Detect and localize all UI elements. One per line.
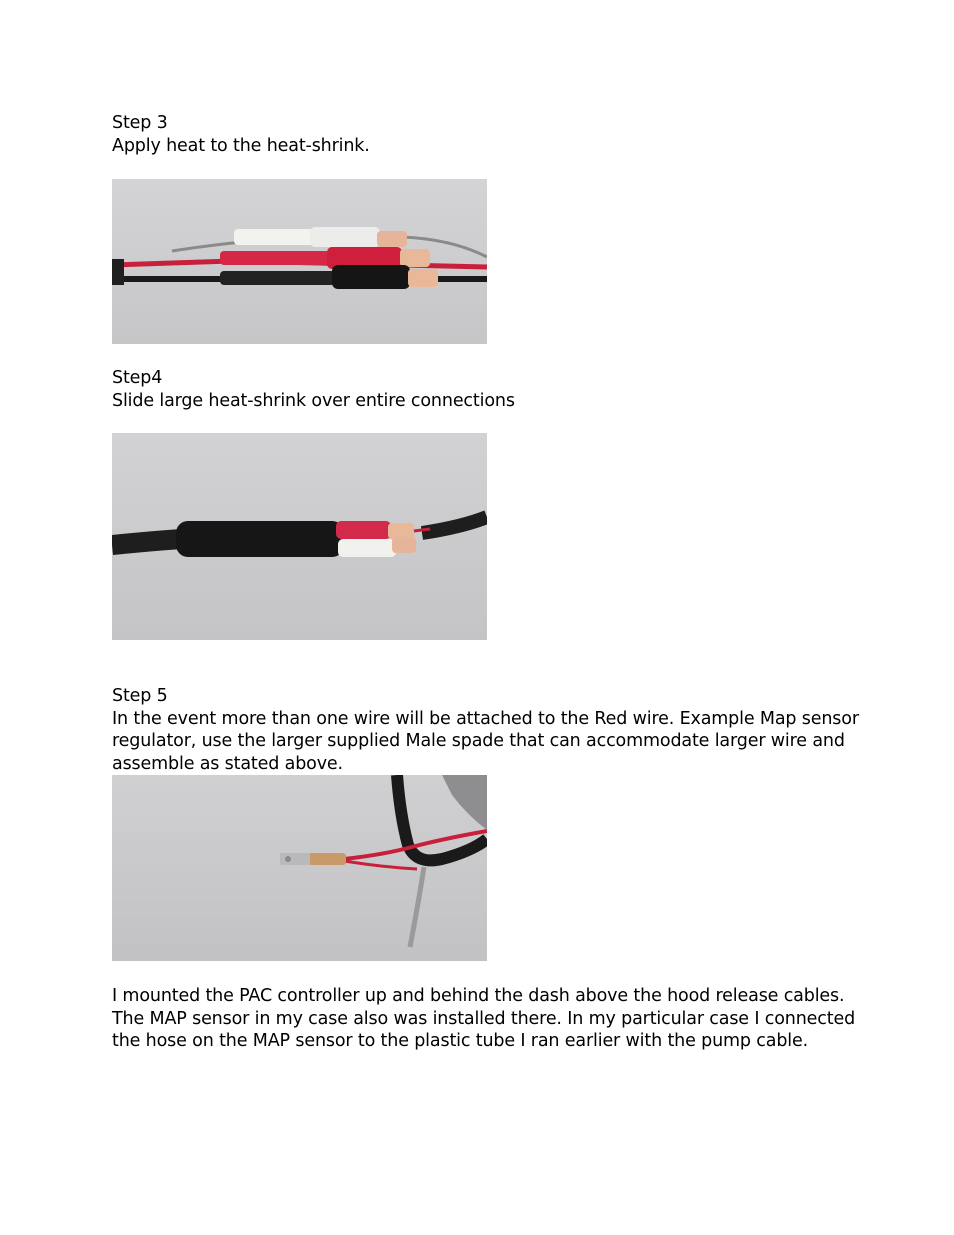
step5-line-1: In the event more than one wire will be attached to the Red wire. Example Map sensor [112, 708, 859, 729]
closing-line-1: I mounted the PAC controller up and behind the dash above the hood release cables. [112, 986, 845, 1006]
step5-photo [112, 775, 487, 961]
step5-line-3: assemble as stated above. [112, 753, 343, 774]
step4-body: Slide large heat-shrink over entire connections [112, 390, 515, 411]
step4-photo [112, 433, 487, 640]
step4-heading: Step4 [112, 368, 163, 388]
step4-section [112, 367, 515, 412]
step3-section [112, 112, 370, 157]
closing-line-2: The MAP sensor in my case also was installed there. In my particular case I connected [112, 1008, 856, 1029]
step5-line-2: regulator, use the larger supplied Male spade that can accommodate larger wire and [112, 731, 845, 751]
step5-section [112, 685, 859, 775]
step3-photo [112, 179, 487, 344]
step3-body: Apply heat to the heat-shrink. [112, 135, 370, 156]
step3-heading: Step 3 [112, 113, 168, 133]
closing-paragraph [112, 985, 855, 1053]
closing-line-3: the hose on the MAP sensor to the plastic tube I ran earlier with the pump cable. [112, 1031, 809, 1051]
step5-heading: Step 5 [112, 686, 168, 706]
